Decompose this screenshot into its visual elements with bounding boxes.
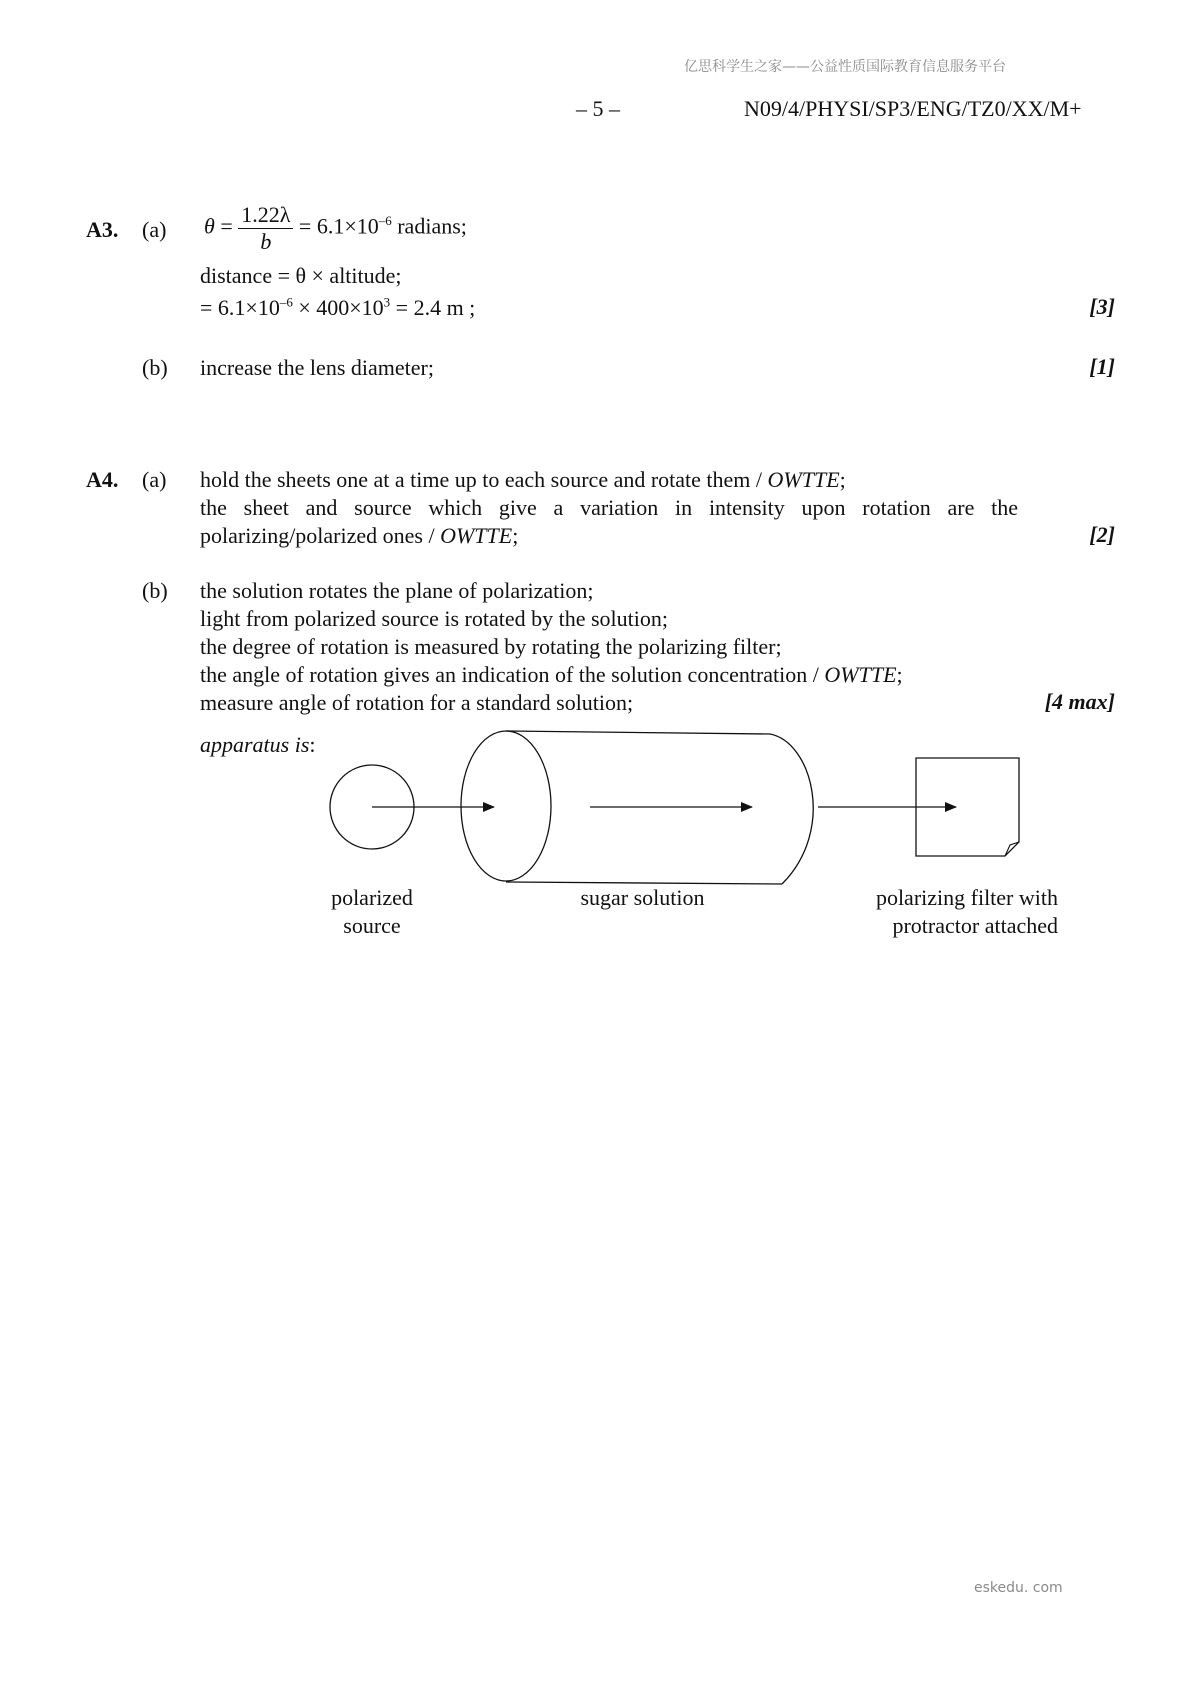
theta-symbol: θ xyxy=(204,213,215,239)
a4b-line4-text: the angle of rotation gives an indication of the solution concentration / xyxy=(200,662,825,687)
a4b-line4-end: ; xyxy=(896,662,903,687)
marks-a3b: [1] xyxy=(1089,354,1115,379)
equals-sign: = xyxy=(220,213,233,239)
calc-exponent-1: –6 xyxy=(279,294,293,310)
calc-part-1: = 6.1×10 xyxy=(200,295,280,320)
exponent: –6 xyxy=(378,213,392,229)
page-number: – 5 – xyxy=(576,96,620,121)
tube-top-edge xyxy=(506,731,770,734)
answer-a4a-line2: the sheet and source which give a variation in intensity upon rotation are the xyxy=(200,495,1018,520)
fraction-denominator: b xyxy=(260,229,272,254)
equation-result: = 6.1×10 xyxy=(298,213,379,239)
label-polarizing-filter-line1: polarizing filter with xyxy=(875,885,1058,910)
answer-a3b: increase the lens diameter; xyxy=(200,355,434,380)
question-label-a3: A3. xyxy=(86,217,119,242)
tube-right-end xyxy=(770,734,813,884)
tube-front-face xyxy=(461,731,551,881)
marks-a3a: [3] xyxy=(1089,294,1115,319)
apparatus-label-colon: : xyxy=(309,732,316,757)
document-code: N09/4/PHYSI/SP3/ENG/TZ0/XX/M+ xyxy=(744,96,1082,121)
a4a-line3-owtte: OWTTE xyxy=(440,523,513,548)
a4b-line4-owtte: OWTTE xyxy=(824,662,897,687)
fraction-numerator: 1.22λ xyxy=(238,202,293,229)
question-label-a4: A4. xyxy=(86,467,119,492)
marks-a4a: [2] xyxy=(1089,522,1115,547)
calc-exponent-2: 3 xyxy=(383,294,391,310)
part-label-a4b: (b) xyxy=(142,578,168,603)
watermark-bottom: eskedu. com xyxy=(974,1580,1063,1596)
answer-a4b-line2: light from polarized source is rotated by the solution; xyxy=(200,606,669,631)
unit: radians; xyxy=(391,213,467,239)
label-polarized-source-line2: source xyxy=(343,913,401,938)
a4a-line3-text: polarizing/polarized ones / xyxy=(200,523,441,548)
part-label-a4a: (a) xyxy=(142,467,167,492)
a4a-line1-owtte: OWTTE xyxy=(767,467,840,492)
a4a-line3-end: ; xyxy=(512,523,519,548)
calc-part-3: = 2.4 m ; xyxy=(390,295,476,320)
part-label-a3b: (b) xyxy=(142,355,168,380)
answer-a4b-line3: the degree of rotation is measured by rotating the polarizing filter; xyxy=(200,634,782,659)
label-polarizing-filter-line2: protractor attached xyxy=(892,913,1058,938)
a4a-line1-text: hold the sheets one at a time up to each source and rotate them / xyxy=(200,467,768,492)
answer-a4b-line5: measure angle of rotation for a standard solution; xyxy=(200,690,634,715)
part-label-a3a: (a) xyxy=(142,217,167,242)
marks-a4b: [4 max] xyxy=(1044,689,1115,714)
answer-line-distance: distance = θ × altitude; xyxy=(200,263,402,288)
answer-a4b-line1: the solution rotates the plane of polarization; xyxy=(200,578,594,603)
label-polarized-source-line1: polarized xyxy=(331,885,413,910)
a4a-line1-end: ; xyxy=(839,467,846,492)
label-polarizing-filter xyxy=(848,884,1058,940)
label-polarized-source xyxy=(300,884,444,940)
watermark-top: 亿思科学生之家——公益性质国际教育信息服务平台 xyxy=(684,59,1006,75)
label-sugar-solution: sugar solution xyxy=(580,885,705,910)
calc-part-2: × 400×10 xyxy=(292,295,384,320)
apparatus-label-italic: apparatus is xyxy=(200,732,310,757)
